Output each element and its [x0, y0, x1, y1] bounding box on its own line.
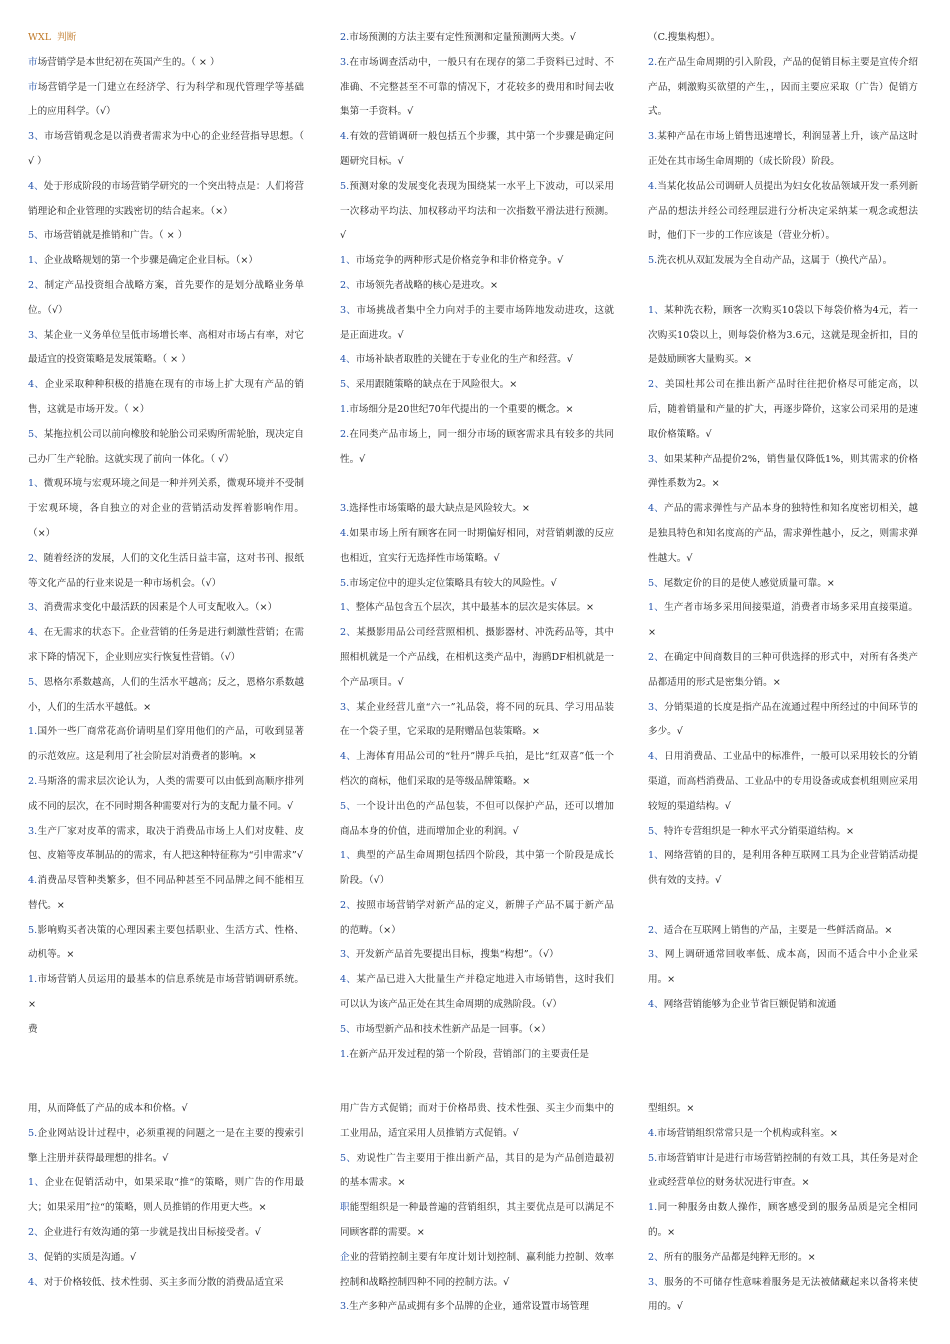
item-text: 促销的实质是沟通。√	[43, 1251, 137, 1263]
statement-item	[648, 51, 918, 125]
item-text: 劝说性广告主要用于推出新产品，其目的是为产品创造最初的基本需求。×	[340, 1152, 614, 1189]
statement-item	[28, 770, 304, 820]
item-text: 尾数定价的目的是使人感觉质量可靠。×	[663, 577, 835, 589]
statement-item	[28, 1271, 304, 1296]
statement-item	[648, 1122, 918, 1147]
item-text: 市场补缺者取胜的关键在于专业化的生产和经营。√	[355, 354, 573, 366]
item-text: 生产多种产品或拥有多个品牌的企业，通常设置市场管理	[349, 1301, 589, 1313]
statement-item	[340, 844, 614, 894]
item-text: 典型的产品生命周期包括四个阶段，其中第一个阶段是成长阶段。（√）	[340, 850, 614, 887]
item-number: 2.	[648, 56, 658, 68]
blank-line	[648, 894, 918, 919]
item-text: 适合在互联网上销售的产品，主要是一些鲜活商品。×	[663, 924, 893, 936]
item-text: 在确定中间商数目的三种可供选择的形式中，对所有各类产品都适用的形式是密集分销。×	[648, 651, 918, 688]
column-2	[310, 26, 620, 1076]
statement-item	[28, 1171, 304, 1221]
item-text: 企业进行有效沟通的第一步就是找出目标接受者。√	[43, 1226, 261, 1238]
item-text: 企业网站设计过程中，必须重视的问题之一是在主要的搜索引擎上注册并获得最理想的排名。√	[28, 1127, 304, 1164]
item-text: 市场营销人员运用的最基本的信息系统是市场营销调研系统。×	[28, 974, 304, 1011]
statement-item	[340, 894, 614, 944]
item-number: 市	[28, 81, 38, 93]
statement-item	[340, 1246, 614, 1296]
blank-line	[340, 472, 614, 497]
statement-item	[648, 26, 918, 51]
item-text: 国外一些厂商常花高价请明星们穿用他们的产品，可收到显著的示范效应。这是利用了社会阶层对消费者的影响。×	[28, 726, 304, 763]
statement-item	[28, 1097, 304, 1122]
item-number: 3.	[340, 56, 350, 68]
item-number: 5.	[340, 180, 350, 192]
statement-item	[340, 348, 614, 373]
statement-item	[28, 125, 304, 175]
item-text: 当某化妆品公司调研人员提出为妇女化妆品领域开发一系列新产品的想法并经公司经理层进行分析决定采纳某一观念或想法时，他们下一步的工作应该是（营业分析）。	[648, 180, 918, 242]
item-text: 市场领先者战略的核心是进攻。×	[355, 279, 499, 291]
item-text: 特许专营组织是一种水平式分销渠道结构。×	[663, 825, 855, 837]
item-number: 3、	[28, 329, 44, 341]
item-number: 2、	[340, 279, 356, 291]
item-text: 网络营销能够为企业节省巨额促销和流通	[663, 999, 837, 1011]
item-number: 4、	[28, 627, 44, 639]
statement-item	[28, 596, 304, 621]
statement-item	[648, 249, 918, 274]
item-number: 3、	[648, 949, 665, 961]
item-text: 某拖拉机公司以前向橡胶和轮胎公司采购所需轮胎，现决定自己办厂生产轮胎。这就实现了前向一体化。（ √）	[28, 428, 305, 465]
item-text: 型组织。×	[648, 1103, 695, 1114]
statement-item	[28, 547, 304, 597]
item-number: 4.	[648, 180, 658, 192]
item-number: 5、	[28, 676, 44, 688]
item-number: 3、	[340, 701, 357, 713]
statement-item	[340, 1295, 614, 1320]
item-text: 随着经济的发展，人们的文化生活日益丰富，这对书刊、报纸等文化产品的行业来说是一种市场机会。（√）	[28, 552, 305, 589]
statement-item	[648, 1196, 918, 1246]
item-text: 有效的营销调研一般包括五个步骤，其中第一个步骤是确定问题研究目标。√	[340, 131, 614, 167]
item-text: 同一种服务由数人操作，顾客感受到的服务品质是完全相同的。×	[648, 1202, 918, 1238]
statement-item	[648, 125, 918, 175]
item-number: 2、	[28, 279, 45, 291]
header-code: WXL	[28, 32, 52, 43]
page-block-bottom	[0, 1097, 920, 1337]
item-number: 4.	[340, 527, 350, 539]
statement-item	[648, 596, 918, 646]
item-number: 5.	[648, 255, 658, 267]
statement-item	[28, 968, 304, 1018]
item-text: 采用跟随策略的缺点在于风险很大。×	[355, 379, 518, 391]
item-text: 对于价格较低、技术性弱、买主多而分散的消费品适宜采	[43, 1276, 284, 1288]
item-text: 场营销学是本世纪初在英国产生的。（ × ）	[37, 56, 220, 68]
statement-item	[28, 671, 304, 721]
item-number: 3、	[648, 453, 664, 465]
item-number: 4、	[340, 974, 357, 986]
item-number: 1.	[648, 1202, 658, 1214]
statement-item	[340, 745, 614, 795]
item-number: 5、	[648, 577, 664, 589]
item-text: 处于形成阶段的市场营销学研究的一个突出特点是：人们将营销理论和企业管理的实践密切的结合起来。（×）	[28, 180, 305, 217]
item-number: 1、	[28, 255, 44, 267]
statement-item	[28, 423, 304, 473]
item-text: 市场定位中的迎头定位策略具有较大的风险性。√	[349, 577, 557, 589]
statement-item	[340, 1147, 614, 1197]
item-number: 5、	[340, 800, 357, 812]
item-text: （C.搜集构想）。	[648, 32, 721, 43]
item-number: 3.	[648, 131, 658, 143]
item-number: 5、	[28, 230, 44, 242]
statement-item	[340, 249, 614, 274]
item-number: 5、	[340, 1023, 356, 1035]
statement-item	[340, 398, 614, 423]
item-text: 消费需求变化中最活跃的因素是个人可支配收入。（×）	[43, 602, 278, 614]
statement-item	[340, 1196, 614, 1246]
statement-item	[648, 1271, 918, 1321]
page-block-top	[0, 26, 920, 1076]
item-text: 一个设计出色的产品包装，不但可以保护产品，还可以增加商品本身的价值，进而增加企业的利润。√	[340, 800, 614, 837]
item-number: 1、	[648, 602, 665, 614]
item-number: 2、	[340, 899, 357, 911]
statement-item	[340, 1097, 614, 1147]
item-number: 2.	[340, 428, 350, 440]
statement-item	[28, 51, 304, 76]
item-number: 2、	[648, 924, 664, 936]
item-number: 4、	[28, 1276, 44, 1288]
item-text: 美国杜邦公司在推出新产品时往往把价格尽可能定高，以后，随着销量和产量的扩大，再逐步降价，这家公司采用的是速取价格策略。√	[648, 379, 918, 440]
item-text: 市场型新产品和技术性新产品是一回事。（×）	[355, 1023, 551, 1035]
item-text: 某摄影用品公司经营照相机、摄影器材、冲洗药品等，其中照相机就是一个产品线，在相机这类产品中，海鸥DF相机就是一个产品项目。√	[340, 627, 614, 688]
item-text: 整体产品包含五个层次，其中最基本的层次是实体层。×	[355, 602, 594, 614]
item-number: 职	[340, 1202, 350, 1214]
statement-item	[648, 1246, 918, 1271]
statement-item	[28, 76, 304, 126]
item-text: 在市场调查活动中，一般只有在现存的第二手资料已过时、不准确、不完整甚至不可靠的情况下，才花较多的费用和时间去收集第一手资料。√	[340, 56, 614, 118]
statement-item	[28, 175, 304, 225]
item-number: 1.	[28, 974, 38, 986]
item-text: 恩格尔系数越高，人们的生活水平越高；反之，恩格尔系数越小，人们的生活水平越低。×	[28, 676, 305, 713]
item-number: 1、	[340, 850, 357, 862]
item-text: 费	[28, 1023, 38, 1035]
item-number: 3、	[648, 1276, 665, 1288]
statement-item	[28, 1246, 304, 1271]
statement-item	[648, 943, 918, 993]
item-number: 2、	[340, 627, 357, 639]
item-text: 微观环境与宏观环境之间是一种并列关系，微观环境并不受制于宏观环境，各自独立的对企业的营销活动发挥着影响作用。（×）	[28, 478, 305, 539]
item-number: 4.	[28, 875, 38, 887]
item-number: 1、	[648, 304, 665, 316]
statement-item	[648, 448, 918, 498]
item-text: 市场营销观念是以消费者需求为中心的企业经营指导思想。（ √ ）	[28, 131, 305, 167]
statement-item	[28, 224, 304, 249]
item-text: 如果市场上所有顾客在同一时期偏好相同，对营销刺激的反应也相近，宜实行无选择性市场策略。√	[340, 527, 614, 564]
statement-item	[28, 324, 304, 374]
statement-item	[28, 919, 304, 969]
item-text: 市场营销审计是进行市场营销控制的有效工具，其任务是对企业或经营单位的财务状况进行审查。×	[648, 1152, 918, 1189]
item-number: 2.	[28, 775, 38, 787]
item-text: 企业战略规划的第一个步骤是确定企业目标。（×）	[43, 255, 259, 267]
blank-line	[648, 274, 918, 299]
statement-item	[340, 596, 614, 621]
item-list	[340, 1097, 614, 1320]
item-text: 在同类产品市场上，同一细分市场的顾客需求具有较多的共同性。√	[340, 428, 614, 465]
item-text: 在产品生命周期的引入阶段，产品的促销目标主要是宣传介绍产品，刺激购买欲望的产生，，因而主要应采取（广告）促销方式。	[648, 56, 918, 118]
statement-item	[340, 423, 614, 473]
item-number: 4、	[28, 180, 44, 192]
item-text: 市场预测的方法主要有定性预测和定量预测两大类。√	[349, 32, 576, 43]
item-number: 1.	[340, 403, 350, 415]
item-text: 预测对象的发展变化表现为围绕某一水平上下波动，可以采用一次移动平均法、加权移动平均法和一次指数平滑法进行预测。√	[340, 180, 614, 242]
item-number: 4、	[648, 999, 664, 1011]
item-number: 3.	[340, 1301, 350, 1313]
statement-item	[28, 249, 304, 274]
item-text: 在无需求的状态下。企业营销的任务是进行刺激性营销；在需求下降的情况下，企业则应实行恢复性营销。（√）	[28, 627, 305, 663]
item-text: 开发新产品首先要提出目标，搜集“构想”。（√）	[355, 949, 559, 961]
item-text: 某种产品在市场上销售迅速增长，利润显著上升，该产品这时正处在其市场生命周期的（成长阶段）阶段。	[648, 131, 918, 167]
item-text: 某产品已进入大批量生产并稳定地进入市场销售，这时我们可以认为该产品正处在其生命周期的成熟阶段。（√）	[340, 974, 614, 1011]
statement-item	[648, 373, 918, 447]
statement-item	[28, 820, 304, 870]
item-number: 5、	[648, 825, 664, 837]
item-text: 用，从而降低了产品的成本和价格。√	[28, 1103, 188, 1114]
statement-item	[340, 26, 614, 51]
item-text: 网上调研通常回收率低、成本高，因而不适合中小企业采用。×	[648, 949, 918, 986]
item-number: 2、	[648, 379, 665, 391]
item-number: 1.	[340, 1048, 350, 1060]
item-list	[28, 1097, 304, 1295]
item-number: 1、	[340, 255, 356, 267]
statement-item	[648, 696, 918, 746]
statement-item	[340, 125, 614, 175]
item-number: 5.	[340, 577, 350, 589]
item-number: 4、	[648, 751, 665, 763]
doc-header	[28, 26, 304, 51]
item-text: 生产者市场多采用间接渠道，消费者市场多采用直接渠道。×	[648, 602, 918, 639]
item-number: 2.	[340, 32, 350, 43]
item-text: 某企业经营儿童“六一”礼品袋，将不同的玩具、学习用品装在一个袋子里，它采取的是附赠品包装策略。×	[340, 701, 615, 738]
header-title: 判断	[57, 32, 77, 43]
item-text: 所有的服务产品都是纯粹无形的。×	[663, 1251, 816, 1263]
column-3	[620, 26, 920, 1076]
statement-item	[340, 943, 614, 968]
statement-item	[648, 745, 918, 819]
statement-item	[648, 572, 918, 597]
statement-item	[340, 373, 614, 398]
column-2	[310, 1097, 620, 1337]
item-text: 企业采取种种积极的措施在现有的市场上扩大现有产品的销售，这就是市场开发。（ ×）	[28, 379, 305, 415]
item-text: 市场细分是20世纪70年代提出的一个重要的概念。×	[349, 403, 574, 415]
item-number: 5.	[28, 924, 38, 936]
item-number: 5.	[648, 1152, 658, 1164]
item-text: 用广告方式促销；而对于价格昂贵、技术性强、买主少而集中的工业用品，适宜采用人员推销方式促销。√	[340, 1103, 614, 1139]
item-number: 2、	[648, 1251, 664, 1263]
item-number: 2、	[648, 651, 665, 663]
statement-item	[648, 175, 918, 249]
statement-item	[340, 522, 614, 572]
statement-item	[340, 274, 614, 299]
statement-item	[340, 299, 614, 349]
item-number: 3.	[340, 503, 350, 515]
item-text: 分销渠道的长度是指产品在流通过程中所经过的中间环节的多少。√	[648, 701, 918, 738]
statement-item	[28, 274, 304, 324]
item-number: 3、	[648, 701, 665, 713]
statement-item	[648, 1147, 918, 1197]
statement-item	[340, 1018, 614, 1043]
item-number: 3.	[28, 825, 38, 837]
item-number: 4.	[648, 1127, 658, 1139]
item-text: 选择性市场策略的最大缺点是风险较大。×	[349, 503, 530, 515]
item-list	[28, 51, 304, 1043]
item-text: 生产厂家对皮革的需求，取决于消费品市场上人们对皮鞋、皮包、皮箱等皮革制品的的需求，有人把这种特征称为“引申需求”√	[28, 825, 304, 862]
item-text: 影响购买者决策的心理因素主要包括职业、生活方式、性格、动机等。×	[28, 924, 304, 961]
item-text: 某企业一义务单位呈低市场增长率、高相对市场占有率，对它最适宜的投资策略是发展策略。（ × ）	[28, 329, 305, 366]
item-text: 日用消费品、工业品中的标准件，一般可以采用较长的分销渠道，而高档消费品、工业品中的专用设备或成套机组则应采用较短的渠道结构。√	[648, 751, 918, 812]
item-text: 马斯洛的需求层次论认为，人类的需要可以由低到高顺序排列成不同的层次，在不同时期各种需要对行为的支配力量不同。√	[28, 775, 304, 812]
item-text: 市场营销组织常常只是一个机构或科室。×	[657, 1127, 838, 1139]
item-number: 5、	[340, 1152, 357, 1164]
item-text: 能型组织是一种最普遍的营销组织，其主要优点是可以满足不同顾客群的需要。×	[340, 1202, 615, 1238]
statement-item	[28, 373, 304, 423]
statement-item	[648, 646, 918, 696]
item-number: 3、	[28, 131, 45, 143]
item-number: 3、	[340, 949, 356, 961]
statement-item	[648, 844, 918, 894]
statement-item	[28, 1018, 304, 1043]
item-text: 消费品尽管种类繁多，但不同品种甚至不同品牌之间不能相互替代。×	[28, 875, 304, 911]
item-number: 5、	[28, 428, 44, 440]
item-text: 场营销学是一门建立在经济学、行为科学和现代管理学等基础上的应用科学。（√）	[28, 81, 305, 118]
item-text: 企业在促销活动中，如果采取“推“的策略，则广告的作用最大；如果采用”拉“的策略，则人员推销的作用更大些。×	[28, 1177, 305, 1214]
item-text: 服务的不可储存性意味着服务是无法被储藏起来以备将来使用的。√	[648, 1276, 918, 1313]
item-list	[648, 26, 918, 1018]
statement-item	[648, 820, 918, 845]
item-number: 3、	[28, 1251, 44, 1263]
statement-item	[648, 993, 918, 1018]
item-text: 产品的需求弹性与产品本身的独特性和知名度密切相关，越是独具特色和知名度高的产品，需求弹性越小，反之，则需求弹性越大。√	[648, 503, 918, 564]
item-text: 网络营销的目的，是利用各种互联网工具为企业营销活动提供有效的支持。√	[648, 850, 918, 887]
column-1	[0, 26, 310, 1076]
statement-item	[340, 795, 614, 845]
statement-item	[28, 720, 304, 770]
item-text: 业的营销控制主要有年度计划计划控制、赢利能力控制、效率控制和战略控制四种不同的控制方法。√	[340, 1251, 615, 1288]
statement-item	[340, 968, 614, 1018]
item-number: 4、	[340, 354, 356, 366]
statement-item	[28, 472, 304, 546]
item-number: 2、	[28, 1226, 44, 1238]
statement-item	[340, 1043, 614, 1068]
item-number: 4、	[648, 503, 665, 515]
statement-item	[340, 51, 614, 125]
statement-item	[340, 497, 614, 522]
item-number: 1、	[340, 602, 356, 614]
item-number: 4、	[28, 379, 45, 391]
item-text: 某种洗衣粉，顾客一次购买10袋以下每袋价格为4元，若一次购买10袋以上，则每袋价格为3.6元，这就是现金折扣，目的是鼓励顾客大量购买。×	[648, 304, 918, 366]
statement-item	[340, 572, 614, 597]
item-text: 市场竞争的两种形式是价格竞争和非价格竞争。√	[355, 255, 564, 267]
statement-item	[648, 497, 918, 571]
statement-item	[340, 621, 614, 695]
statement-item	[648, 299, 918, 373]
statement-item	[340, 696, 614, 746]
item-list	[340, 26, 614, 1067]
statement-item	[648, 1097, 918, 1122]
item-number: 1、	[28, 478, 44, 490]
item-number: 2、	[28, 552, 44, 564]
item-number: 企	[340, 1251, 350, 1263]
item-text: 上海体育用品公司的“牡丹”牌乒乓拍，是比“红双喜”低一个档次的商标，他们采取的是等级品牌策略。×	[340, 751, 614, 787]
item-text: 按照市场营销学对新产品的定义，新牌子产品不属于新产品的范畴。（×）	[340, 899, 614, 936]
item-number: 5.	[28, 1127, 38, 1139]
statement-item	[340, 175, 614, 249]
item-text: 市场挑战者集中全力向对手的主要市场阵地发动进攻，这就是正面进攻。√	[340, 304, 614, 341]
item-number: 市	[28, 56, 38, 68]
item-text: 在新产品开发过程的第一个阶段，营销部门的主要责任是	[349, 1048, 589, 1060]
item-text: 市场营销就是推销和广告。（ × ）	[43, 230, 188, 242]
statement-item	[28, 1122, 304, 1172]
item-text: 洗衣机从双缸发展为全自动产品，这属于（换代产品）。	[657, 255, 893, 267]
item-number: 1.	[28, 726, 38, 738]
column-1	[0, 1097, 310, 1337]
item-text: 如果某种产品提价2%，销售量仅降低1%，则其需求的价格弹性系数为2。×	[648, 453, 918, 490]
item-number: 3、	[28, 602, 44, 614]
item-list	[648, 1097, 918, 1320]
item-number: 1、	[648, 850, 665, 862]
statement-item	[648, 919, 918, 944]
item-text: 制定产品投资组合战略方案，首先要作的是划分战略业务单位。（√）	[28, 279, 305, 316]
statement-item	[28, 869, 304, 919]
column-3	[620, 1097, 920, 1337]
item-number: 4.	[340, 131, 350, 143]
item-number: 3、	[340, 304, 357, 316]
item-number: 1、	[28, 1177, 45, 1189]
statement-item	[28, 621, 304, 671]
item-number: 4、	[340, 751, 357, 763]
item-number: 5、	[340, 379, 356, 391]
statement-item	[28, 1221, 304, 1246]
